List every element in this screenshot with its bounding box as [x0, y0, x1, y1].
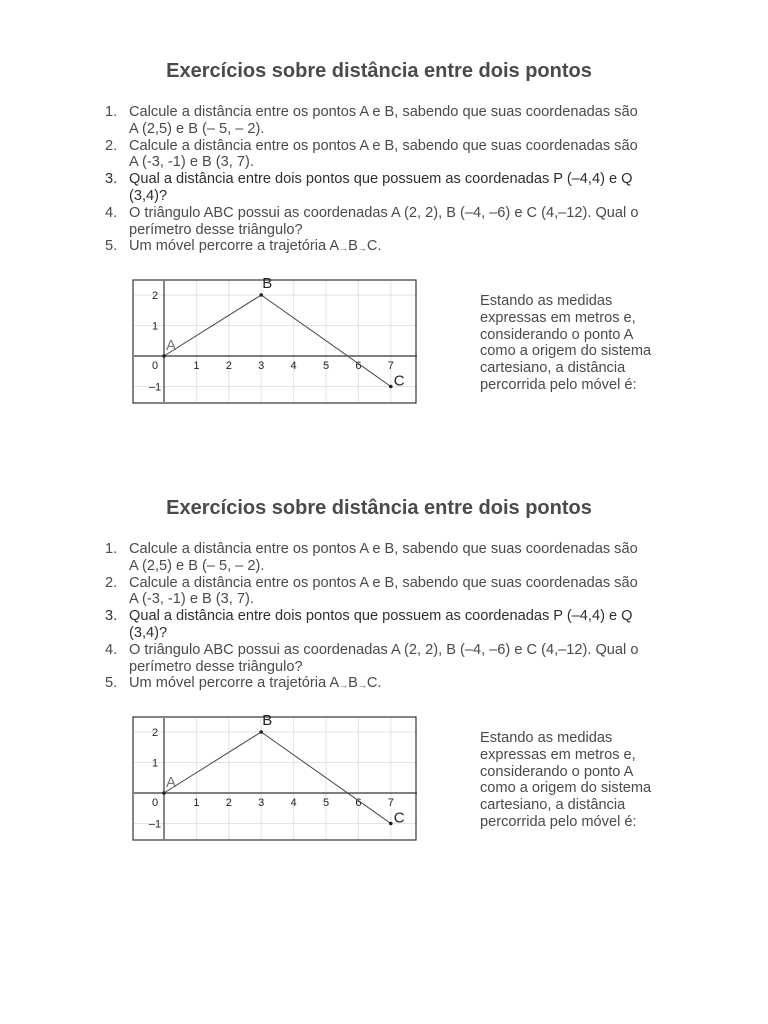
trajectory-graph — [128, 275, 420, 407]
arrow-icon: → — [357, 680, 367, 691]
graph-svg — [128, 712, 420, 844]
x-tick-label: 2 — [225, 360, 232, 372]
item-line: perímetro desse triângulo? — [129, 658, 303, 675]
item-line: C. — [366, 675, 382, 692]
graph-svg — [128, 275, 420, 407]
point-marker — [389, 822, 393, 826]
item-number: 1. — [105, 541, 118, 557]
item-line: Qual a distância entre dois pontos que possuem as coordenadas P (–4,4) e Q — [129, 608, 633, 625]
item-line: A (-3, -1) e B (3, 7). — [129, 591, 254, 608]
item-number: 3. — [105, 171, 118, 188]
x-tick-label: 2 — [225, 797, 232, 809]
y-tick-label: –1 — [148, 381, 162, 394]
item-line: C. — [366, 238, 382, 255]
x-tick-label: 4 — [290, 360, 297, 372]
x-tick-label: 0 — [151, 360, 159, 372]
x-tick-label: 6 — [355, 360, 362, 372]
item-number: 5. — [105, 238, 118, 255]
x-tick-label: 1 — [193, 797, 200, 809]
point-marker — [259, 730, 263, 734]
page-title: Exercícios sobre distância entre dois pontos — [166, 60, 592, 82]
exercise-item — [0, 675, 700, 694]
page-title: Exercícios sobre distância entre dois pontos — [166, 497, 592, 519]
exercise-section — [0, 497, 768, 917]
exercise-item — [0, 608, 700, 642]
point-marker — [259, 293, 263, 297]
grid — [134, 718, 417, 839]
graph-description: Estando as medidas expressas em metros e, considerando o ponto A como a origem do sistema cartesiano, a distância percorrida pelo móvel é: — [480, 730, 652, 830]
item-line: A (2,5) e B (– 5, – 2). — [129, 120, 265, 137]
x-tick-label: 1 — [193, 360, 200, 372]
x-tick-label: 7 — [387, 797, 394, 809]
item-line: B — [348, 238, 358, 255]
item-number: 2. — [105, 574, 118, 591]
exercise-item — [0, 138, 700, 172]
item-line: B — [348, 675, 358, 692]
grid — [134, 281, 417, 402]
item-line: A (-3, -1) e B (3, 7). — [129, 154, 254, 171]
item-line: Calcule a distância entre os pontos A e B, sabendo que suas coordenadas são — [129, 137, 638, 154]
y-tick-label: 1 — [151, 320, 159, 333]
exercise-item — [0, 171, 700, 205]
item-line: Qual a distância entre dois pontos que possuem as coordenadas P (–4,4) e Q — [129, 171, 633, 188]
exercise-list — [0, 541, 700, 694]
y-tick-label: 2 — [151, 290, 159, 302]
item-line: O triângulo ABC possui as coordenadas A (2, 2), B (–4, –6) e C (4,–12). Qual o — [129, 641, 639, 658]
item-number: 4. — [105, 641, 118, 658]
item-line: Calcule a distância entre os pontos A e B, sabendo que suas coordenadas são — [129, 541, 638, 557]
exercise-item — [0, 104, 700, 138]
item-number: 1. — [105, 104, 118, 120]
y-tick-label: 2 — [151, 727, 159, 739]
point-label: A — [166, 337, 177, 354]
exercise-item — [0, 205, 700, 239]
point-marker — [389, 385, 393, 389]
item-line: Calcule a distância entre os pontos A e B, sabendo que suas coordenadas são — [129, 104, 638, 120]
item-number: 3. — [105, 608, 118, 625]
arrow-icon: → — [357, 243, 367, 254]
x-tick-label: 0 — [151, 797, 159, 809]
item-line: Calcule a distância entre os pontos A e B, sabendo que suas coordenadas são — [129, 574, 638, 591]
exercise-item — [0, 238, 700, 257]
arrow-icon: → — [339, 243, 349, 254]
point-label: B — [262, 275, 273, 292]
item-line: Um móvel percorre a trajetória A — [129, 675, 340, 692]
point-label: A — [166, 774, 177, 791]
x-tick-label: 4 — [290, 797, 297, 809]
item-line: O triângulo ABC possui as coordenadas A (2, 2), B (–4, –6) e C (4,–12). Qual o — [129, 204, 639, 221]
item-line: Um móvel percorre a trajetória A — [129, 238, 340, 255]
graph-description: Estando as medidas expressas em metros e, considerando o ponto A como a origem do sistema cartesiano, a distância percorrida pelo móvel é: — [480, 293, 652, 393]
item-line: perímetro desse triângulo? — [129, 221, 303, 238]
item-number: 2. — [105, 137, 118, 154]
point-marker — [162, 354, 166, 358]
point-label: C — [393, 809, 405, 827]
x-tick-label: 5 — [322, 360, 330, 372]
y-tick-label: 1 — [151, 757, 159, 770]
item-line: A (2,5) e B (– 5, – 2). — [129, 557, 265, 574]
item-line: (3,4)? — [129, 624, 168, 641]
point-label: B — [262, 712, 273, 729]
x-tick-label: 3 — [258, 360, 265, 372]
x-tick-label: 6 — [355, 797, 362, 809]
exercise-item — [0, 575, 700, 609]
y-tick-label: –1 — [148, 818, 162, 831]
item-number: 5. — [105, 675, 118, 692]
item-line: (3,4)? — [129, 187, 168, 204]
point-marker — [162, 791, 166, 795]
exercise-item — [0, 642, 700, 676]
exercise-section — [0, 60, 768, 480]
exercise-list — [0, 104, 700, 257]
x-tick-label: 5 — [322, 797, 330, 809]
arrow-icon: → — [339, 680, 349, 691]
x-tick-label: 3 — [258, 797, 265, 809]
point-label: C — [393, 372, 405, 390]
x-tick-label: 7 — [387, 360, 394, 372]
item-number: 4. — [105, 204, 118, 221]
exercise-item — [0, 541, 700, 575]
trajectory-graph — [128, 712, 420, 844]
